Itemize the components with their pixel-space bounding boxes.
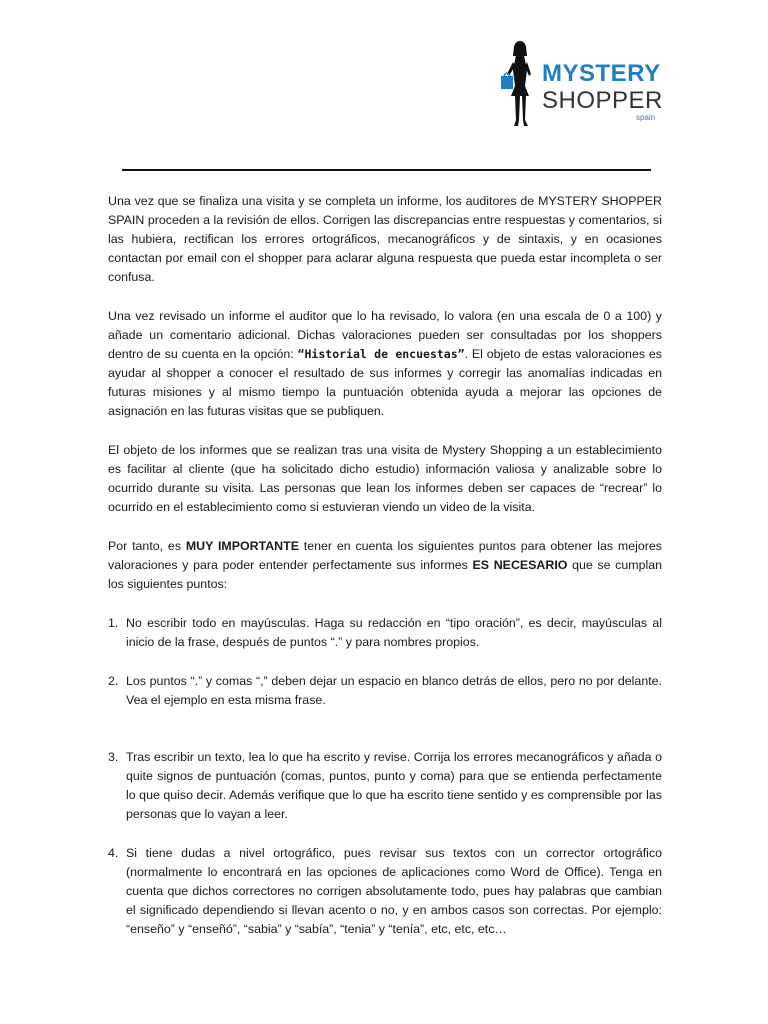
list-item xyxy=(108,748,662,824)
list-item-text: Tras escribir un texto, lea lo que ha escrito y revise. Corrija los errores mecanográficos y añada o quite signos de puntuación (comas, puntos, punto y coma) para que se entienda perfectamente lo que quiso decir. Además verifique que lo que ha escrito tiene sentido y es comprensible por las personas que lo vayan a leer. xyxy=(126,750,662,821)
paragraph-review-process: Una vez que se finaliza una visita y se completa un informe, los auditores de MYSTERY SHOPPER SPAIN proceden a la revisión de ellos. Corrigen las discrepancias entre respuestas y comentarios, si las hubiera, rectifican los errores ortográficos, mecanográficos y de sintaxis, y en ocasiones contactan por email con el shopper para aclarar alguna respuesta que pueda estar incompleta o ser confusa. xyxy=(108,194,662,284)
mystery-shopper-logo xyxy=(500,40,670,130)
paragraph-important-text1: Por tanto, es xyxy=(108,539,186,553)
logo-text-mystery: MYSTERY xyxy=(542,60,661,87)
list-item xyxy=(108,844,662,939)
shopper-silhouette-icon xyxy=(500,40,540,128)
paragraph-report-purpose: El objeto de los informes que se realizan tras una visita de Mystery Shopping a un establecimiento es facilitar al cliente (que ha solicitado dicho estudio) información valiosa y analizable sobre lo ocurrido durante su visita. Las personas que lean los informes deben ser capaces de “recrear” lo ocurrido en el establecimiento como si estuvieran viendo un video de la visita. xyxy=(108,443,662,514)
logo-text-spain: spain xyxy=(636,113,656,122)
list-item-text: Los puntos “.” y comas “,” deben dejar un espacio en blanco detrás de ellos, pero no por delante. Vea el ejemplo en esta misma frase. xyxy=(126,674,662,707)
muy-importante-emphasis: MUY IMPORTANTE xyxy=(185,539,299,553)
paragraph-important-text2: tener en cuenta los siguientes puntos para obtener las mejores valoraciones y para poder entender perfectamente sus informes xyxy=(108,539,662,572)
list-item-number: 1. xyxy=(108,616,119,630)
paragraph-valuation-part1: Una vez revisado un informe el auditor que lo ha revisado, lo valora (en una escala de 0 a 100) y añade un comentario adicional. Dichas valoraciones pueden ser consultadas por los shoppers dentro de su cuenta en la opción: xyxy=(108,309,662,361)
list-item-number: 2. xyxy=(108,674,119,688)
paragraph-important-points xyxy=(108,537,662,594)
paragraph-valuation xyxy=(108,307,662,421)
guidelines-list xyxy=(108,614,662,939)
list-item xyxy=(108,672,662,710)
horizontal-divider xyxy=(122,169,651,171)
logo-text-shopper: SHOPPER xyxy=(542,87,663,114)
paragraph-important-text3: que se cumplan los siguientes puntos: xyxy=(108,558,663,591)
list-item-text: Si tiene dudas a nivel ortográfico, pues revisar sus textos con un corrector ortográfico (normalmente lo encontrará en las opciones de aplicaciones como Word de Office). Tenga en cuenta que dichos correctores no corrigen absolutamente todo, pues hay palabras que cambian el significado dependiendo si llevan acento o no, y en ambos casos son correctas. Por ejemplo: “enseño” y “enseñó”, “sabia” y “sabía”, “tenia” y “tenía”, etc, etc, etc… xyxy=(126,846,662,936)
list-item-number: 4. xyxy=(108,846,119,860)
list-item-number: 3. xyxy=(108,750,119,764)
list-item xyxy=(108,614,662,652)
document-body xyxy=(108,192,662,959)
survey-history-option: “Historial de encuestas” xyxy=(297,347,465,361)
list-item-text: No escribir todo en mayúsculas. Haga su redacción en “tipo oración”, es decir, mayúsculas al inicio de la frase, después de puntos “.” y para nombres propios. xyxy=(126,616,662,649)
es-necesario-emphasis: ES NECESARIO xyxy=(472,558,568,572)
paragraph-valuation-part2: . El objeto de estas valoraciones es ayudar al shopper a conocer el resultado de sus informes y corregir las anomalías indicadas en futuras misiones y al mismo tiempo la puntuación obtenida ayuda a mejorar las opciones de asignación en las futuras visitas que se publiquen. xyxy=(108,347,662,418)
